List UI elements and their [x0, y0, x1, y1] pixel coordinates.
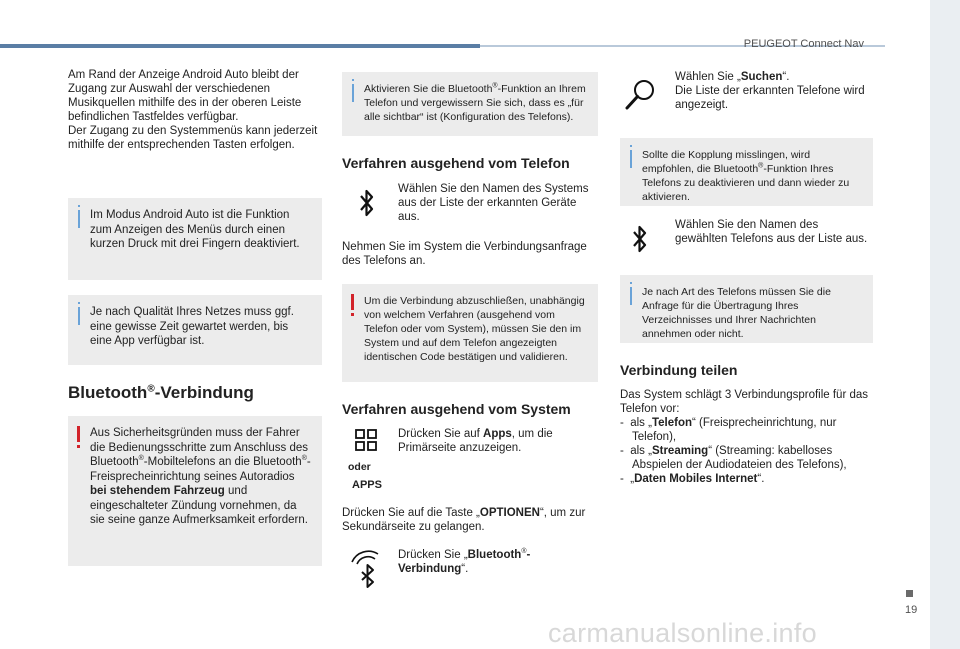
search-icon — [620, 75, 660, 115]
info-icon — [78, 210, 80, 228]
info-box-activate-bluetooth: Aktivieren Sie die Bluetooth®-Funktion an Ihrem Telefon und vergewissern Sie sich, dass es „für alle sichtbar“ ist (Konfiguration des Telefons). — [342, 72, 598, 136]
section-heading-bluetooth: Bluetooth®-Verbindung — [68, 383, 254, 402]
warning-icon — [351, 294, 354, 310]
info-box-network — [68, 295, 322, 365]
info-box-pairing-failed: Sollte die Kopplung misslingen, wird empfohlen, die Bluetooth®-Funktion Ihres Telefons zu deaktivieren und dann wieder zu aktivieren. — [620, 138, 873, 206]
step-press-apps: Drücken Sie auf Apps, um die Primärseite anzuzeigen. — [398, 428, 553, 454]
oder-label: oder — [348, 461, 371, 473]
bluetooth-icon — [352, 186, 382, 220]
list-item: - als „Streaming“ (Streaming: kabelloses Abspielen der Audiodateien des Telefons), — [620, 445, 847, 471]
list-item: - „Daten Mobiles Internet“. — [620, 473, 765, 485]
heading-share-connection: Verbindung teilen — [620, 362, 738, 378]
intro-paragraph — [68, 68, 324, 152]
apps-grid-icon — [352, 426, 380, 454]
step-select-system: Wählen Sie den Namen des Systems aus der Liste der erkannten Geräte aus. — [398, 183, 589, 223]
warning-box-confirm-code: Um die Verbindung abzuschließen, unabhängig von welchem Verfahren (ausgehend vom Telefon oder vom System), müssen Sie den im System und auf dem Telefon angezeigten identischen Code bestätigen und validieren. — [342, 284, 598, 382]
page-side-strip — [930, 0, 960, 649]
step-search: Wählen Sie „Suchen“. Die Liste der erkannten Telefone wird angezeigt. — [675, 71, 865, 111]
share-intro-text: Das System schlägt 3 Verbindungsprofile für das Telefon vor: — [620, 389, 869, 415]
info-text: Je nach Qualität Ihres Netzes muss ggf. eine gewisse Zeit gewartet werden, bis eine App verfügbar ist. — [90, 306, 294, 347]
info-icon — [352, 84, 354, 102]
step-bluetooth-connection: Drücken Sie „Bluetooth®-Verbindung“. — [398, 548, 531, 575]
info-icon — [630, 150, 632, 168]
profiles-list — [620, 416, 873, 486]
accept-request-text: Nehmen Sie im System die Verbindungsanfrage des Telefons an. — [342, 241, 587, 267]
info-icon — [630, 287, 632, 305]
bluetooth-touch-icon — [348, 548, 386, 590]
warning-icon — [77, 426, 80, 442]
info-box-directory-transfer: Je nach Art des Telefons müssen Sie die Anfrage für die Übertragung Ihres Verzeichnisses und Ihrer Nachrichten annehmen oder nicht. — [620, 275, 873, 343]
info-box-android-auto — [68, 198, 322, 280]
info-text: Im Modus Android Auto ist die Funktion zum Anzeigen des Menüs durch einen kurzen Druck mit drei Fingern deaktiviert. — [90, 209, 300, 250]
apps-button-label[interactable]: APPS — [352, 479, 382, 491]
header-rule-dark — [0, 44, 480, 48]
warning-box-safety: Aus Sicherheitsgründen muss der Fahrer die Bedienungsschritte zum Anschluss des Bluetooth®-Mobiltelefons an die Bluetooth®-Freisprecheinrichtung seines Autoradios bei stehendem Fahrzeug und eingeschalteter Zündung vornehmen, da sie seine ganze Aufmerksamkeit erfordern. — [68, 416, 322, 566]
info-icon — [78, 307, 80, 325]
page-number: 19 — [905, 604, 918, 616]
heading-text: Bluetooth — [68, 383, 148, 402]
intro-text-b: Der Zugang zu den Systemmenüs kann jederzeit mithilfe der entsprechenden Tasten erfolgen. — [68, 125, 318, 151]
heading-from-system: Verfahren ausgehend vom System — [342, 401, 571, 417]
step-select-phone: Wählen Sie den Namen des gewählten Telefons aus der Liste aus. — [675, 219, 868, 245]
heading-from-phone: Verfahren ausgehend vom Telefon — [342, 155, 570, 171]
page-end-marker — [906, 590, 913, 597]
list-item: - als „Telefon“ (Freisprecheinrichtung, nur Telefon), — [620, 417, 837, 443]
watermark: carmanualsonline.info — [548, 618, 817, 648]
bluetooth-icon — [625, 222, 655, 256]
step-options: Drücken Sie auf die Taste „OPTIONEN“, um zur Sekundärseite zu gelangen. — [342, 507, 586, 533]
intro-text-a: Am Rand der Anzeige Android Auto bleibt der Zugang zur Auswahl der verschiedenen Musikquellen mithilfe des in der oberen Leiste befindlichen Tastfeldes verfügbar. — [68, 69, 302, 123]
running-header: PEUGEOT Connect Nav — [743, 38, 864, 50]
